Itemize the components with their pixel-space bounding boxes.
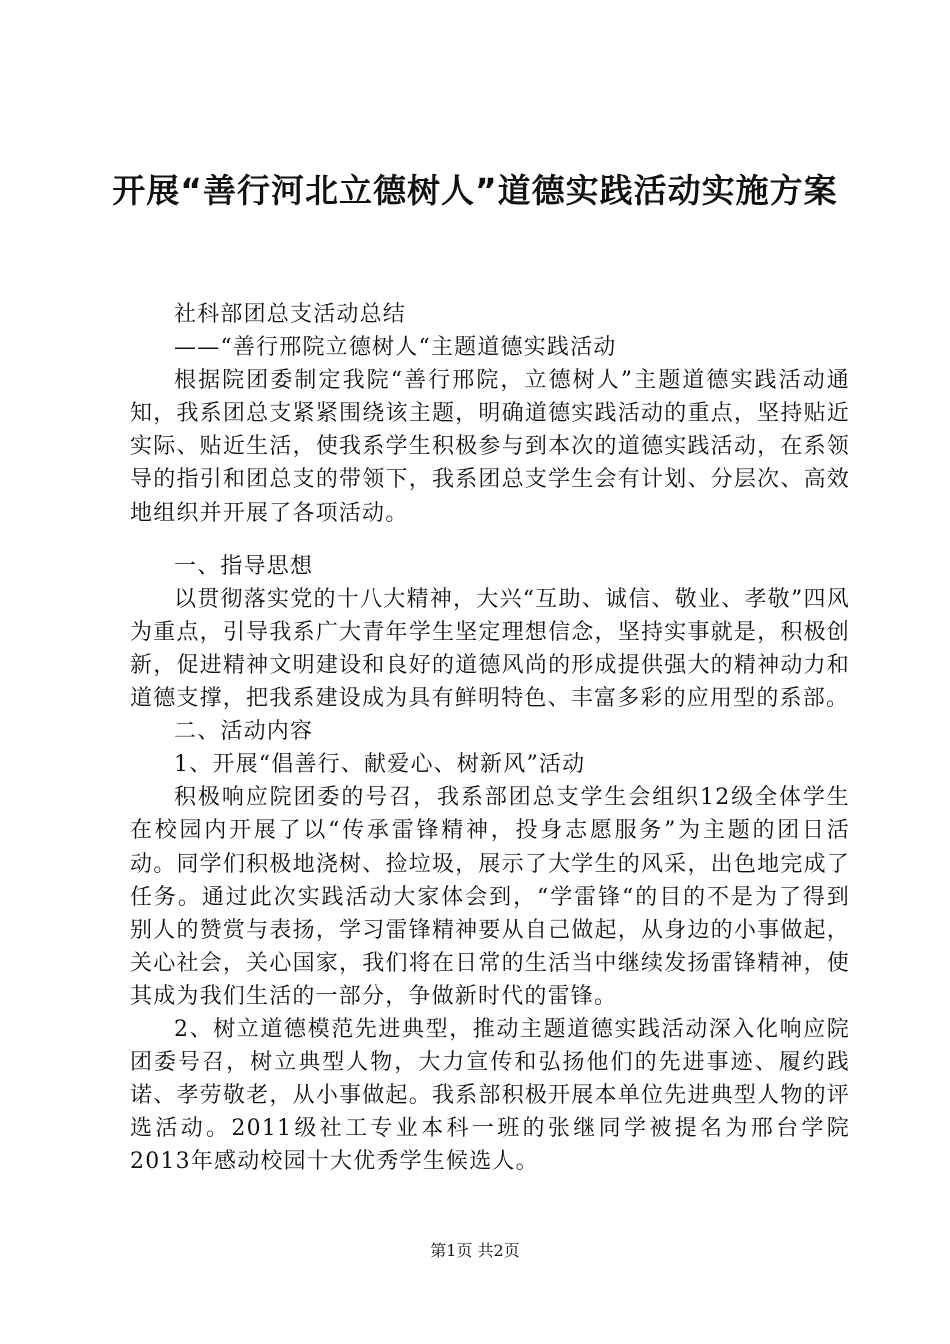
paragraph-activity-1: 积极响应院团委的号召，我系部团总支学生会组织12级全体学生在校园内开展了以“传承雷锋精神，投身志愿服务”为主题的团日活动。同学们积极地浇树、捡垃圾，展示了大学生的风采，出色地完成了任务。通过此次实践活动大家体会到，“学雷锋“的目的不是为了得到别人的赞赏与表扬，学习雷锋精神要从自己做起，从身边的小事做起，关心社会，关心国家，我们将在日常的生活当中继续发扬雷锋精神，使其成为我们生活的一部分，争做新时代的雷锋。 [130, 785, 850, 1009]
paragraph-subtitle: ——“善行邢院立德树人“主题道德实践活动 [174, 335, 617, 361]
section-heading-guiding-ideology: 一、指导思想 [174, 553, 314, 579]
subsection-heading-activity-1: 1、开展“倡善行、献爱心、树新风”活动 [174, 752, 586, 778]
page-footer: 第1页 共2页 [430, 1241, 520, 1260]
document-title: 开展“善行河北立德树人”道德实践活动实施方案 [112, 171, 838, 210]
paragraph-summary-heading: 社科部团总支活动总结 [174, 302, 407, 327]
paragraph-activity-2: 2、树立道德模范先进典型，推动主题道德实践活动深入化响应院团委号召，树立典型人物，大力宣传和弘扬他们的先进事迹、履约践诺、孝劳敬老，从小事做起。我系部积极开展本单位先进典型人物的评选活动。2011级社工专业本科一班的张继同学被提名为邢台学院2013年感动校园十大优秀学生候选人。 [130, 1016, 850, 1175]
paragraph-guiding-ideology: 以贯彻落实党的十八大精神，大兴“互助、诚信、敬业、孝敬”四风为重点，引导我系广大青年学生坚定理想信念，坚持实事就是，积极创新，促进精神文明建设和良好的道德风尚的形成提供强大的精神动力和道德支撑，把我系建设成为具有鲜明特色、丰富多彩的应用型的系部。 [130, 586, 850, 712]
document-body [130, 298, 850, 1178]
section-heading-activity-content: 二、活动内容 [174, 719, 314, 745]
paragraph-gap [130, 530, 850, 550]
paragraph-intro: 根据院团委制定我院“善行邢院，立德树人”主题道德实践活动通知，我系团总支紧紧围绕该主题，明确道德实践活动的重点，坚持贴近实际、贴近生活，使我系学生积极参与到本次的道德实践活动，在系领导的指引和团总支的带领下，我系团总支学生会有计划、分层次、高效地组织并开展了各项活动。 [130, 368, 850, 526]
